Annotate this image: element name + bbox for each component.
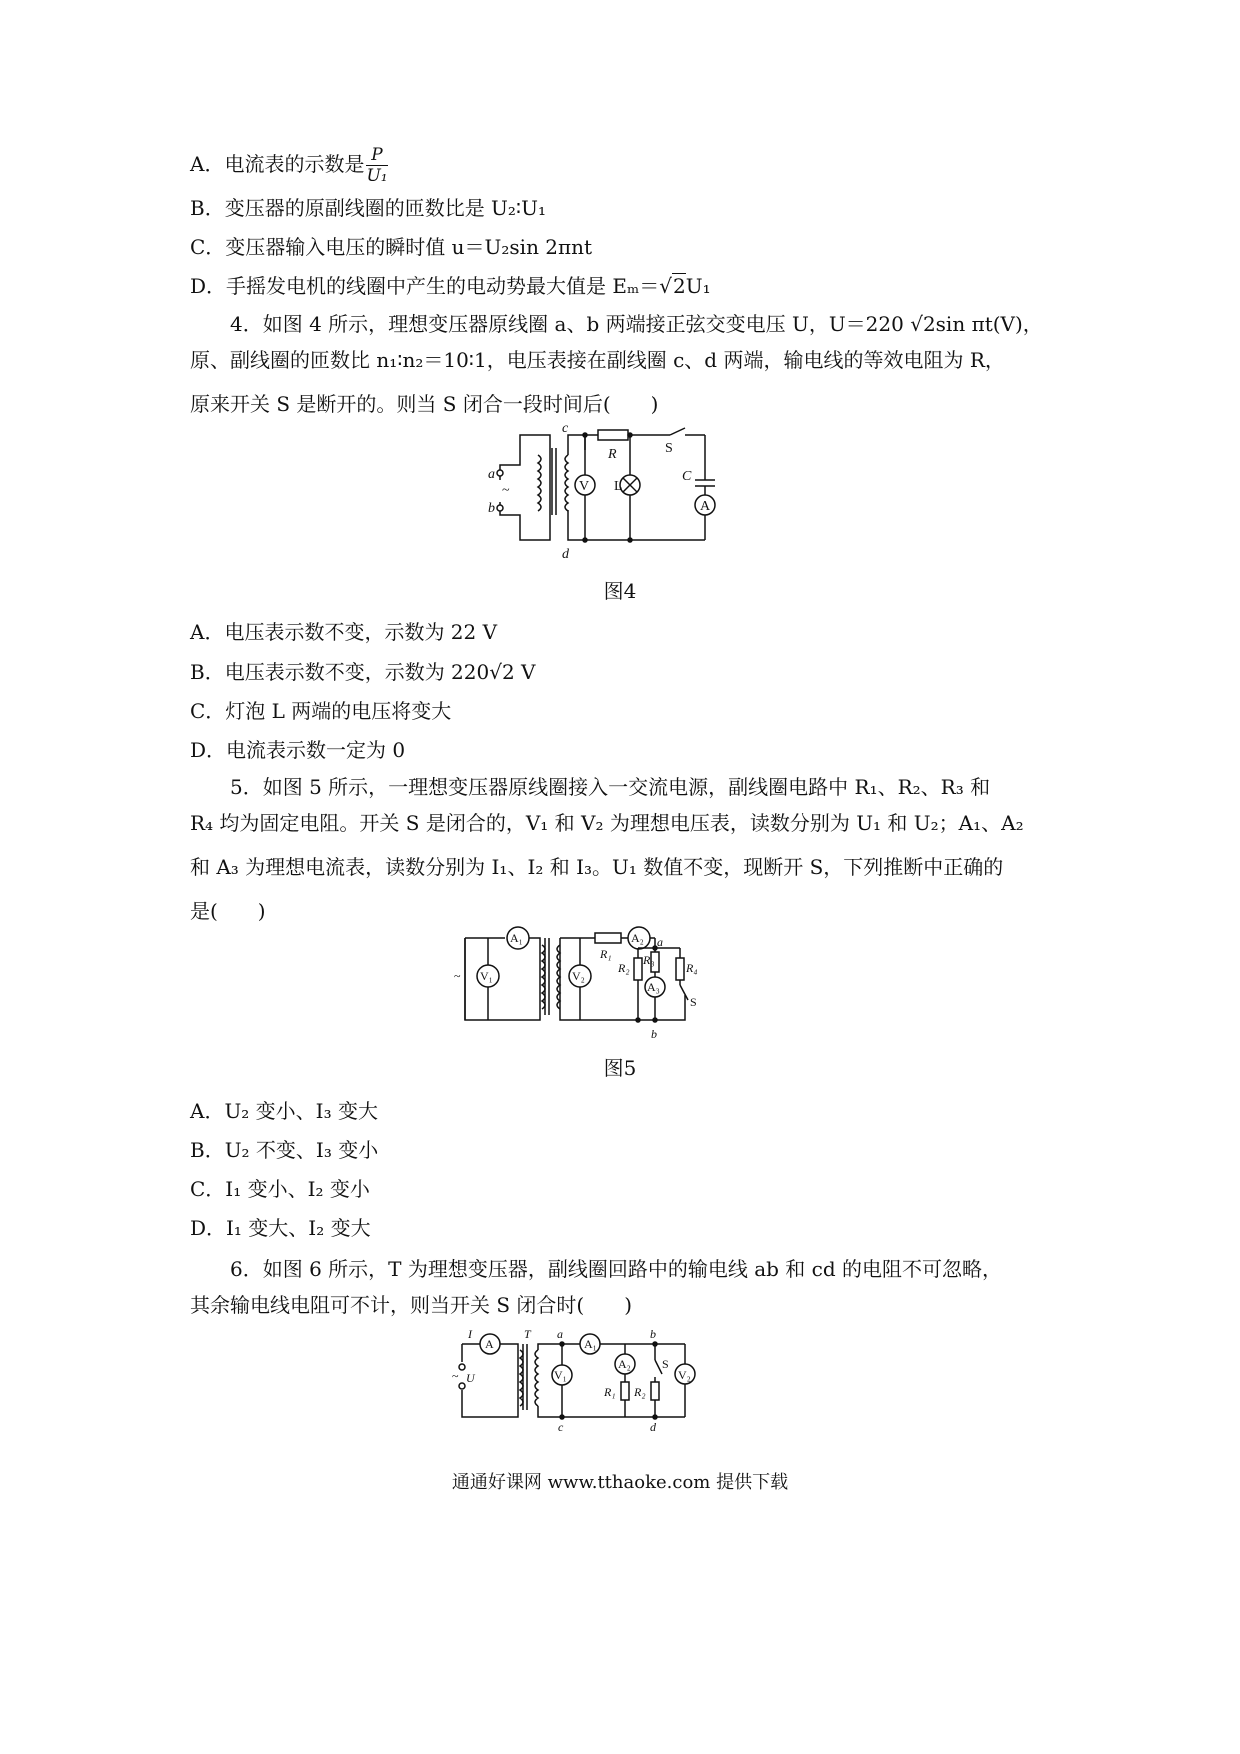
svg-text:R: R	[608, 447, 617, 462]
svg-text:U: U	[466, 1371, 475, 1385]
svg-text:c: c	[558, 1420, 564, 1432]
svg-text:A₂: A₂	[618, 1357, 631, 1371]
svg-text:~: ~	[452, 1369, 459, 1383]
svg-text:A: A	[485, 1337, 494, 1351]
svg-text:A₁: A₁	[510, 931, 523, 945]
q5-stem-line4: 是( )	[190, 899, 266, 923]
svg-text:S: S	[665, 441, 673, 456]
q3-option-d: D．手摇发电机的线圈中产生的电动势最大值是 Eₘ＝√2U₁	[190, 274, 711, 298]
svg-text:V₁: V₁	[554, 1368, 567, 1382]
svg-text:b: b	[488, 501, 495, 516]
svg-text:S: S	[662, 1357, 669, 1371]
figure-5-circuit	[450, 920, 720, 1045]
svg-text:d: d	[650, 1420, 656, 1432]
figure-4-caption: 图4	[603, 579, 637, 603]
svg-text:~: ~	[454, 969, 461, 983]
figure-6-circuit	[450, 1322, 720, 1432]
svg-text:R₂: R₂	[634, 1385, 646, 1399]
svg-text:a: a	[557, 1327, 563, 1341]
q3-option-b: B．变压器的原副线圈的匝数比是 U₂∶U₁	[190, 196, 547, 220]
fraction: $\frac{P}{\text{U₁}}$	[366, 145, 388, 186]
q4-option-c: C．灯泡 L 两端的电压将变大	[190, 699, 452, 723]
q4-option-a: A．电压表示数不变，示数为 22 V	[190, 620, 498, 644]
q4-stem-line2: 原、副线圈的匝数比 n₁∶n₂＝10∶1，电压表接在副线圈 c、d 两端，输电线的等效电阻为 R，	[190, 348, 1005, 372]
q4-stem: 4．如图 4 所示，理想变压器原线圈 a、b 两端接正弦交变电压 U，U＝220 √2sin πt(V)，	[230, 312, 1043, 336]
svg-text:V₂: V₂	[678, 1368, 691, 1382]
svg-text:A₁: A₁	[584, 1337, 597, 1351]
svg-text:R₃: R₃	[643, 953, 655, 967]
q6-stem-line2: 其余输电线电阻可不计，则当开关 S 闭合时( )	[190, 1293, 633, 1317]
q5-option-a: A．U₂ 变小、I₃ 变大	[190, 1099, 378, 1123]
figure-5-caption: 图5	[603, 1056, 637, 1080]
svg-text:b: b	[651, 1027, 657, 1041]
svg-text:R₁: R₁	[600, 947, 612, 961]
svg-text:a: a	[488, 467, 495, 482]
q5-stem-line3: 和 A₃ 为理想电流表，读数分别为 I₁、I₂ 和 I₃。U₁ 数值不变，现断开 S，下列推断中正确的	[190, 855, 1004, 879]
svg-text:c: c	[562, 421, 569, 436]
q4-stem-line3: 原来开关 S 是断开的。则当 S 闭合一段时间后( )	[190, 392, 659, 416]
q5-stem-line2: R₄ 均为固定电阻。开关 S 是闭合的，V₁ 和 V₂ 为理想电压表，读数分别为 U₁ 和 U₂；A₁、A₂	[190, 811, 1024, 835]
q3-option-a: A．电流表的示数是 $\frac{P}{\text{U₁}}$	[190, 145, 388, 186]
q5-option-c: C．I₁ 变小、I₂ 变小	[190, 1177, 370, 1201]
svg-text:R₂: R₂	[618, 961, 630, 975]
svg-text:~: ~	[502, 483, 510, 498]
q6-stem: 6．如图 6 所示，T 为理想变压器，副线圈回路中的输电线 ab 和 cd 的电阻不可忽略，	[230, 1257, 1003, 1281]
svg-text:V₂: V₂	[572, 969, 585, 983]
svg-text:V₁: V₁	[480, 969, 493, 983]
svg-text:A₃: A₃	[647, 980, 660, 994]
q4-option-d: D．电流表示数一定为 0	[190, 738, 406, 762]
page-footer: 通通好课网 www.tthaoke.com 提供下载	[451, 1472, 789, 1493]
figure-4-circuit	[480, 420, 730, 570]
q4-option-b: B．电压表示数不变，示数为 220√2 V	[190, 660, 536, 684]
svg-text:b: b	[650, 1327, 656, 1341]
q5-option-b: B．U₂ 不变、I₃ 变小	[190, 1138, 379, 1162]
svg-text:A: A	[700, 499, 711, 514]
svg-text:T: T	[524, 1327, 531, 1341]
svg-text:C: C	[682, 469, 692, 484]
q3-option-c: C．变压器输入电压的瞬时值 u＝U₂sin 2πnt	[190, 235, 593, 259]
q5-stem: 5．如图 5 所示，一理想变压器原线圈接入一交流电源，副线圈电路中 R₁、R₂、R₃ 和	[230, 775, 991, 799]
svg-text:S: S	[690, 995, 697, 1009]
svg-text:d: d	[562, 547, 569, 562]
svg-text:R₁: R₁	[604, 1385, 616, 1399]
svg-text:A₂: A₂	[631, 931, 644, 945]
svg-text:V: V	[579, 479, 590, 494]
svg-text:R₄: R₄	[686, 961, 698, 975]
svg-text:a: a	[657, 935, 663, 949]
q5-option-d: D．I₁ 变大、I₂ 变大	[190, 1216, 371, 1240]
svg-text:I: I	[468, 1327, 472, 1341]
svg-text:L: L	[614, 479, 623, 494]
